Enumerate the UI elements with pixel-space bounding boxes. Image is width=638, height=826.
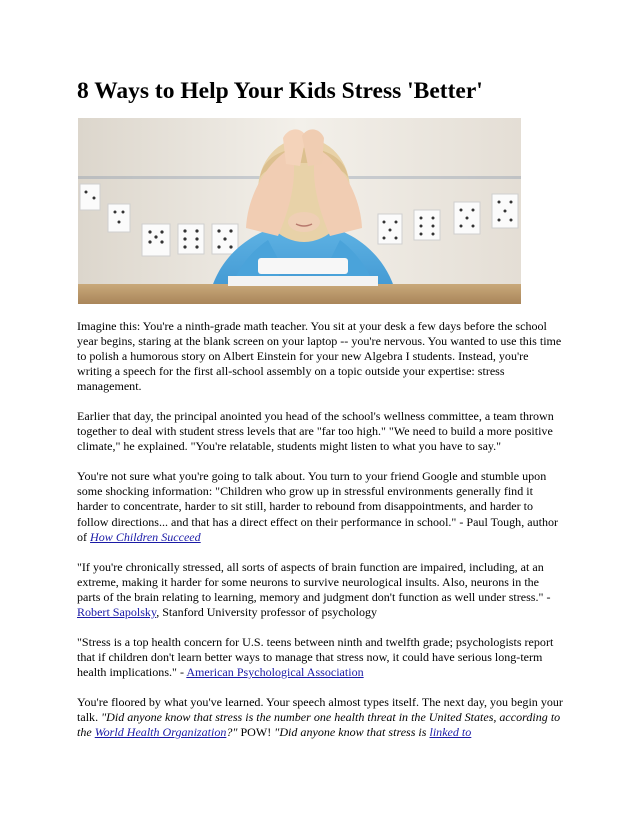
paragraph-4-text: "If you're chronically stressed, all sorts of aspects of brain function are impaired, including, at an extreme, making it harder for some neurons to survive neurological insults. Also, neurons in the parts of the brain relating to learning, memory and judgment don't function as well under stress." - — [77, 559, 551, 604]
apa-link[interactable]: American Psychological Association — [186, 664, 364, 679]
paragraph-5 — [77, 635, 565, 680]
paragraph-6-italic-2: ?" — [226, 725, 238, 740]
paragraph-1: Imagine this: You're a ninth-grade math teacher. You sit at your desk a few days before the school year begins, staring at the blank screen on your laptop -- you're nervous. You wanted to use this time to polish a humorous story on Albert Einstein for your new Algebra I students. Instead, you're writing a speech for the first all-school assembly on a topic outside your expertise: stress management. — [77, 319, 562, 394]
girl-stressed-illustration — [78, 118, 521, 304]
how-children-succeed-link[interactable]: How Children Succeed — [90, 529, 201, 544]
paragraph-2: Earlier that day, the principal anointed you head of the school's wellness committee, a team thrown together to deal with student stress levels that are "far too high." "We need to build a more positive climate," he explained. "You're relatable, students might listen to what you have to say." — [77, 409, 554, 454]
paragraph-6-italic-1: "Did anyone know that stress is the number one health threat in the United States, according to the — [77, 709, 561, 740]
paragraph-3-text: You're not sure what you're going to talk about. You turn to your friend Google and stumble upon some shocking information: "Children who grow up in stressful environments generally find it harder to concentrate, harder to sit still, harder to rebound from disappointments, and harder to follow directions... and that has a direct effect on their performance in school." - Paul Tough, author of — [77, 469, 559, 544]
paragraph-6 — [77, 695, 565, 740]
paragraph-6-italic-3: "Did anyone know that stress is — [274, 725, 430, 740]
article-title: 8 Ways to Help Your Kids Stress 'Better' — [77, 78, 483, 104]
paragraph-3 — [77, 469, 565, 544]
paragraph-4 — [77, 560, 565, 620]
paragraph-6-text-2: POW! — [237, 725, 275, 740]
paragraph-6-text: You're floored by what you've learned. Your speech almost types itself. The next day, you begin your talk. — [77, 694, 563, 724]
article-photo — [78, 118, 521, 304]
who-link[interactable]: World Health Organization — [94, 725, 227, 740]
paragraph-4-after: , Stanford University professor of psychology — [156, 604, 378, 619]
robert-sapolsky-link[interactable]: Robert Sapolsky — [77, 604, 157, 619]
paragraph-5-text: "Stress is a top health concern for U.S. teens between ninth and twelfth grade; psychologists report that if children don't learn better ways to manage that stress now, it could have serious long-term health implications." - — [77, 634, 554, 679]
article-body — [77, 319, 565, 755]
linked-to-link[interactable]: linked to — [429, 725, 472, 740]
